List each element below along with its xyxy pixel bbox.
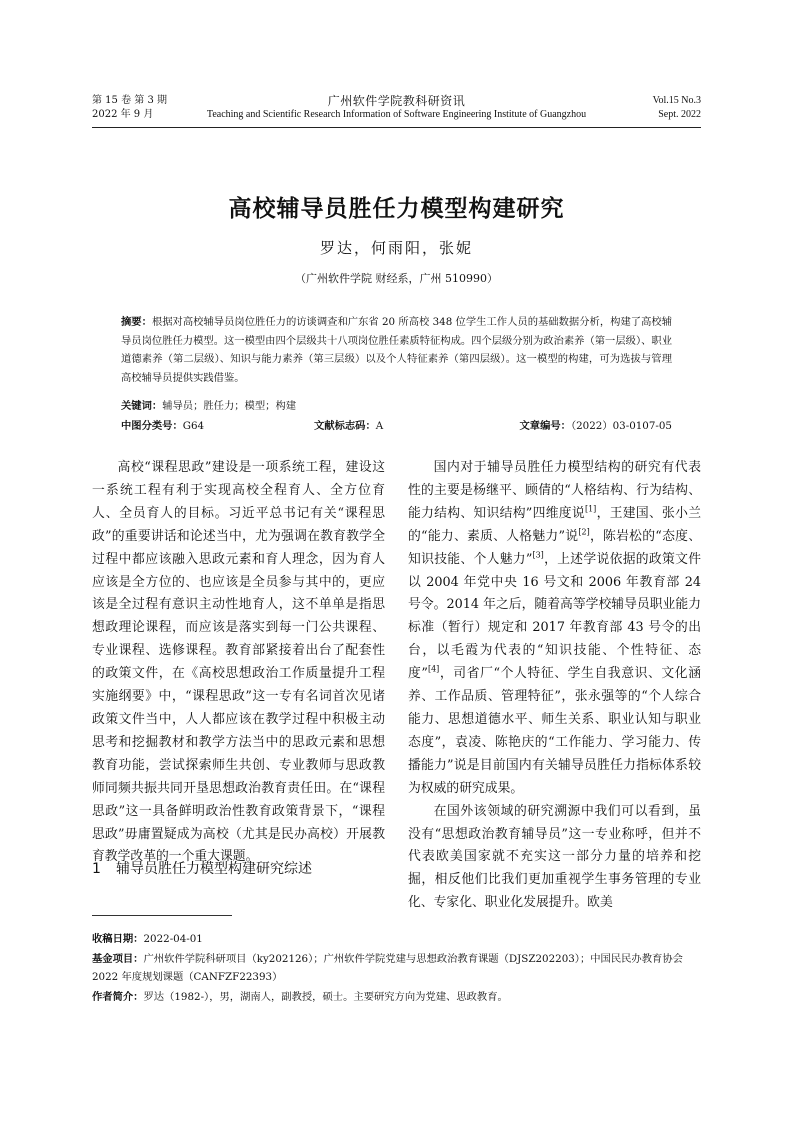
citation-3: [3] <box>532 550 544 560</box>
footnote-author <box>92 988 701 1006</box>
paper-authors: 罗达，何雨阳，张妮 <box>319 239 473 257</box>
right-p1-b: ，王建国、张小兰的“能力、素质、人格魅力”说 <box>408 505 702 544</box>
header-volume-en: Vol.15 No.3 <box>652 95 701 106</box>
classification-line <box>121 418 672 434</box>
header-right <box>653 94 701 122</box>
abstract-label: 摘要： <box>121 316 152 328</box>
header-rule <box>92 127 701 128</box>
left-column <box>92 457 385 869</box>
citation-1: [1] <box>584 504 597 514</box>
abstract-text: 根据对高校辅导员岗位胜任力的访谈调查和广东省 20 所高校 348 位学生工作人员的基础数据分析，构建了高校辅导员岗位胜任力模型。这一模型由四个层级共十八项岗位胜任素质特征构成。四个层级分别为政治素养（第一层级）、职业道德素养（第二层级）、知识与能力素养（第三层级）以及个人特征素养（第四层级）。这一模型的构建，可为选拔与管理高校辅导员提供实践借鉴。 <box>121 316 672 384</box>
left-paragraph-1: 高校“课程思政”建设是一项系统工程，建设这一系统工程有利于实现高校全程育人、全方位育人、全员育人的目标。习近平总书记有关“课程思政”的重要讲话和论述当中，尤为强调在教育教学全过程中都应该融入思政元素和育人理念，因为育人应该是全方位的、也应该是全员参与其中的，更应该是全过程有意识主动性地育人，这不单单是指思想政理论课程，而应该是落实到每一门公共课程、专业课程、选修课程。教育部紧接着出台了配套性的政策文件，在《高校思想政治工作质量提升工程实施纲要》中，“课程思政”这一专有名词首次见诸政策文件当中，人人都应该在教学过程中积极主动思考和挖掘教材和教学方法当中的思政元素和思想教育功能，尝试探索师生共创、专业教师与思政教师同频共振共同开垦思想政治教育责任田。在“课程思政”这一具备鲜明政治性教育政策背景下，“课程思政”毋庸置疑成为高校（尤其是民办高校）开展教育教学改革的一个重大课题。 <box>92 460 385 865</box>
header-volume-cn: 第 15 卷 第 3 期 <box>92 95 167 106</box>
running-header <box>92 94 701 126</box>
clc-number <box>121 418 204 434</box>
doc-value: A <box>375 420 384 432</box>
right-column <box>408 457 701 915</box>
right-paragraph-1 <box>408 457 701 801</box>
right-p1-d: ，上述学说依据的政策文件以 2004 年党中央 16 号文和 2006 年教育部 24 号令。2014 年之后，随着高等学校辅导员职业能力标准（暂行）规定和 2017 年教育部 43 号令的出台，以毛霞为代表的“知识技能、个性特征、态度” <box>408 551 702 682</box>
author-label: 作者简介： <box>92 991 144 1003</box>
document-code <box>314 418 383 434</box>
right-p1-a: 国内对于辅导员胜任力模型结构的研究有代表性的主要是杨继平、顾倩的“人格结构、行为结构、能力结构、知识结构”四维度说 <box>408 460 701 521</box>
section-title: 辅导员胜任力模型构建研究综述 <box>116 861 312 877</box>
fund-value: 广州软件学院科研项目（ky202126）；广州软件学院党建与思想政治教育课题（DJSZ202203）；中国民民办教育协会 2022 年度规划课题（CANFZF22393） <box>92 953 683 983</box>
keywords <box>121 398 672 414</box>
received-label: 收稿日期： <box>92 933 144 945</box>
keywords-label: 关键词： <box>121 400 163 412</box>
right-paragraph-2: 在国外该领域的研究溯源中我们可以看到，虽没有“思想政治教育辅导员”这一专业称呼，但并不代表欧美国家就不充实这一部分力量的培养和挖掘，相反他们比我们更加重视学生事务管理的专业化、专家化、职业化发展提升。欧美 <box>408 803 701 911</box>
header-date-en: Sept. 2022 <box>658 109 701 120</box>
paper-title: 高校辅导员胜任力模型构建研究 <box>228 196 565 222</box>
right-p1-e: ，司省厂“个人特征、学生自我意识、文化涵养、工作品质、管理特征”，张永强等的“个人综合能力、思想道德水平、师生关系、职业认知与职业态度”，袁凌、陈艳庆的“工作能力、学习能力、传播能力”说是目前国内有关辅导员胜任力指标体系较为权威的研究成果。 <box>408 666 702 796</box>
fund-label: 基金项目： <box>92 953 144 965</box>
header-journal-en: Teaching and Scientific Research Information of Software Engineering Institute of Guangzhou <box>206 109 587 120</box>
citation-4: [4] <box>427 664 440 674</box>
art-value: （2022）03-0107-05 <box>570 420 672 432</box>
header-journal-cn: 广州软件学院教科研资讯 <box>327 94 466 108</box>
doc-label: 文献标志码： <box>314 420 376 432</box>
clc-label: 中图分类号： <box>121 420 183 432</box>
received-value: 2022-04-01 <box>143 933 203 945</box>
art-label: 文章编号： <box>519 420 571 432</box>
header-date-cn: 2022 年 9 月 <box>92 109 154 120</box>
section-number: 1 <box>92 861 101 877</box>
footnotes <box>92 930 701 1008</box>
clc-value: G64 <box>182 420 205 432</box>
keywords-text: 辅导员；胜任力；模型；构建 <box>162 400 297 412</box>
abstract <box>121 313 672 387</box>
paper-affiliation: （广州软件学院 财经系，广州 510990） <box>295 272 498 285</box>
author-value: 罗达（1982-），男，湖南人，副教授，硕士。主要研究方向为党建、思政教育。 <box>143 991 508 1003</box>
section-heading-1 <box>92 858 312 878</box>
footnote-rule <box>92 915 232 916</box>
footnote-fund <box>92 950 701 986</box>
citation-2: [2] <box>578 527 590 537</box>
right-p1-c: ，陈岩松的“态度、知识技能、个人魅力” <box>408 528 701 567</box>
footnote-received <box>92 930 701 948</box>
header-center <box>92 94 701 122</box>
article-number <box>519 418 672 434</box>
